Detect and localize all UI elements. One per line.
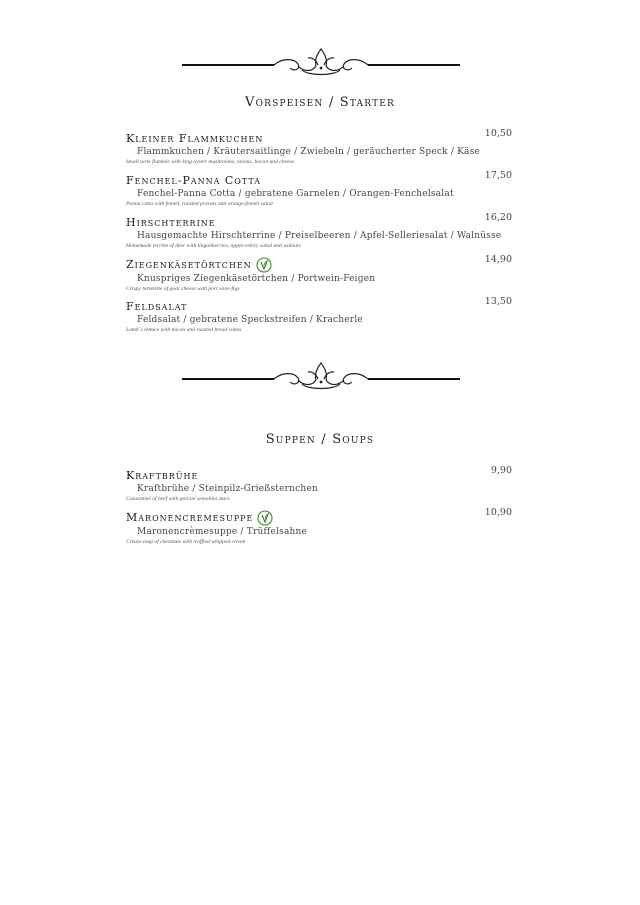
section-title-starters: Vorspeisen / Starter	[244, 95, 396, 110]
item-description: Knuspriges Ziegenkäsetörtchen / Portwein-Feigen	[137, 274, 376, 284]
item-description: Fenchel-Panna Cotta / gebratene Garnelen / Orangen-Fenchelsalat	[137, 189, 454, 199]
item-price: 10,90	[484, 507, 512, 518]
scroll-ornament-icon	[182, 46, 460, 78]
item-price: 13,50	[484, 296, 512, 307]
vegetarian-leaf-icon	[257, 510, 273, 526]
menu-item	[126, 506, 512, 548]
item-price: 9,90	[490, 465, 512, 476]
item-description: Hausgemachte Hirschterrine / Preiselbeeren / Apfel-Selleriesalat / Walnüsse	[137, 231, 502, 241]
item-description: Feldsalat / gebratene Speckstreifen / Kracherle	[137, 315, 363, 325]
item-english: Cream soup of chestnuts with truffled whipped cream	[126, 539, 246, 545]
item-english: Consommé of beef with porcini semolina stars	[126, 496, 230, 502]
menu-item	[126, 464, 512, 506]
item-name: Kraftbrühe	[126, 469, 199, 482]
item-english: Panna cotta with fennel, roasted prawns and orange-fennel salad	[126, 201, 273, 207]
item-price: 14,90	[484, 254, 512, 265]
vegetarian-leaf-icon	[256, 257, 272, 273]
item-name: Ziegenkäsetörtchen	[126, 258, 252, 271]
item-description: Kraftbrühe / Steinpilz-Grießsternchen	[137, 484, 318, 494]
item-english: Small tarte flambée with king oyster mushrooms, onions, bacon and cheese	[126, 159, 295, 165]
starters-list	[126, 127, 512, 337]
item-english: Homemade terrine of deer with lingonberries, apple-celery salad and walnuts	[126, 243, 301, 249]
item-price: 17,50	[484, 170, 512, 181]
item-english: Lamb´s lettuce with bacon and roasted bread cubes	[126, 327, 242, 333]
item-name: Kleiner Flammkuchen	[126, 132, 264, 145]
soups-list	[126, 464, 512, 548]
item-name: Feldsalat	[126, 300, 188, 313]
menu-item	[126, 211, 512, 253]
menu-item	[126, 169, 512, 211]
item-price: 16,20	[484, 212, 512, 223]
item-name-row	[126, 510, 273, 526]
item-price: 10,50	[484, 128, 512, 139]
item-english: Crispy tartelette of goat cheese with port wine-figs	[126, 286, 240, 292]
item-name: Hirschterrine	[126, 216, 216, 229]
scroll-ornament-icon	[182, 360, 460, 392]
item-description: Maronencrèmesuppe / Trüffelsahne	[137, 527, 308, 537]
item-description: Flammkuchen / Kräutersaitlinge / Zwiebeln / geräucherter Speck / Käse	[137, 147, 480, 157]
section-title-soups: Suppen / Soups	[265, 432, 375, 447]
item-name: Maronencremesuppe	[126, 511, 254, 524]
item-name-row	[126, 257, 272, 273]
item-name: Fenchel-Panna Cotta	[126, 174, 262, 187]
menu-item	[126, 295, 512, 337]
menu-item	[126, 127, 512, 169]
menu-item	[126, 253, 512, 295]
